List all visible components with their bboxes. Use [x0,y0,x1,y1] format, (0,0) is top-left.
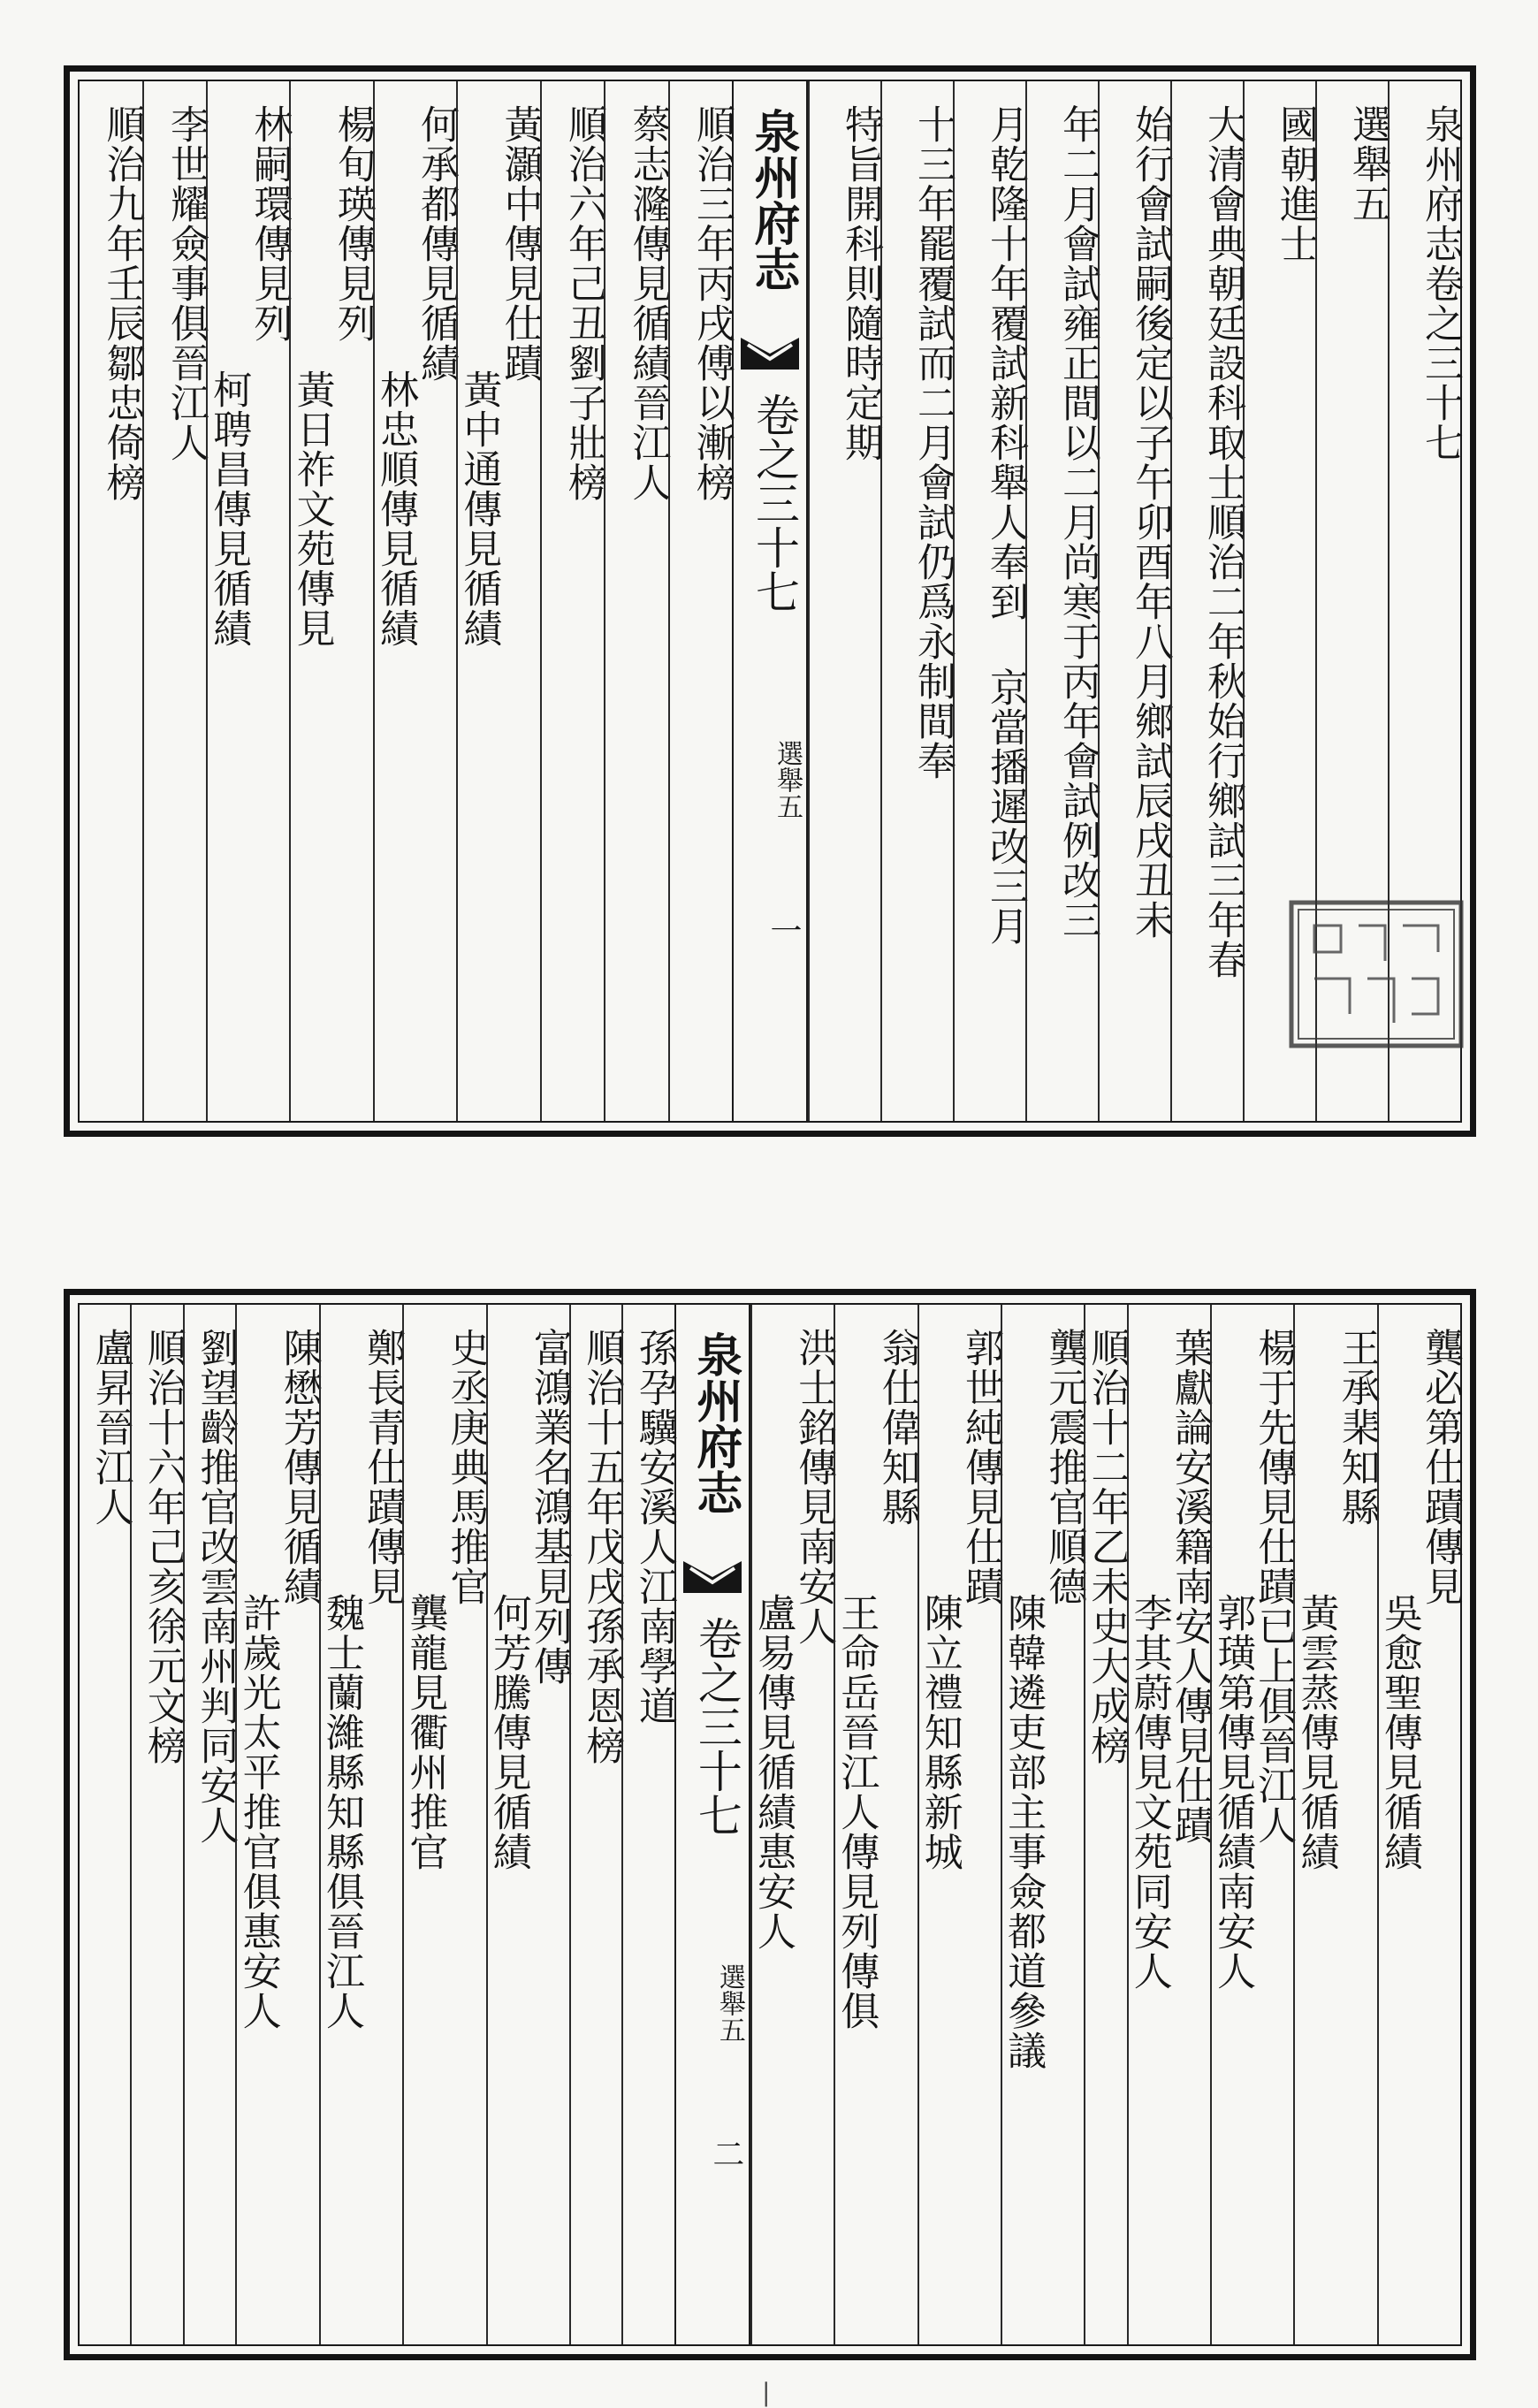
library-seal-icon [1288,899,1465,1049]
text-column: 盧昇晉江人 [88,1328,133,1527]
text-column: 蔡志漋傳見循績晉江人 [604,81,668,1121]
text-column: 順治十二年乙未史大成榜 [1084,1305,1126,2344]
text-column: 富鴻業名鴻基見列傳 何芳騰傳見循績 [486,1305,569,2344]
text-column: 孫孕驥安溪人江南學道 [621,1305,674,2344]
text-column: 月乾隆十年覆試新科舉人奉到 京當播遲改三月 [953,81,1025,1121]
text-column: 順治三年丙戌傅以漸榜 [668,81,733,1121]
bottom-left-half [80,1305,677,2344]
text-column: 王承棐知縣 黃雲蒸傳見循績 [1293,1305,1376,2344]
bottom-folio [64,1289,1476,2360]
text-column: 順治九年壬辰鄒忠倚榜 [99,104,145,502]
text-column: 大清會典朝廷設科取士順治二年秋始行鄉試三年春 [1170,81,1243,1121]
text-column: 始行會試嗣後定以子午卯酉年八月鄉試辰戌丑未 [1098,81,1170,1121]
footer-mark: | [762,2378,771,2407]
text-column: 郭世純傳見仕蹟 陳立禮知縣新城 [917,1305,1001,2344]
text-column: 楊旬瑛傳見列 黃日祚文苑傳見 [289,81,372,1121]
fishtail-mark-icon [739,334,801,373]
text-column: 鄭長青仕蹟傳見 魏士蘭濰縣知縣俱晉江人 [319,1305,402,2344]
top-folio [64,65,1476,1137]
text-column: 洪士銘傳見南安人 盧易傳見循績惠安人 [750,1305,834,2344]
text-column: 何承都傳見循績 林忠順傳見循績 [373,81,456,1121]
text-column: 葉獻論安溪籍南安人傳見仕蹟 李其蔚傳見文苑同安人 [1127,1305,1210,2344]
bottom-right-half [750,1305,1463,2344]
bottom-center-fold [674,1305,750,2344]
text-column: 國朝進士 [1243,81,1315,1121]
text-column: 劉望齡推官改雲南州判同安人 [183,1305,235,2344]
text-column: 順治十五年戊戌孫承恩榜 [569,1305,621,2344]
top-left-half [80,81,735,1121]
volume-label: 卷之三十七 [690,1616,742,1837]
text-column: 陳懋芳傳見循績 許歲光太平推官俱惠安人 [235,1305,318,2344]
text-column: 楊于先傳見仕蹟已上俱晉江人 郭璜第傳見循績南安人 [1210,1305,1293,2344]
bottom-frame [78,1303,1462,2346]
margin-title: 泉州府志 [688,1331,742,1515]
page-number: 二 [707,2137,744,2169]
text-column: 特旨開科則隨時定期 [808,81,880,1121]
text-column: 史丞庚典馬推官 龔龍見衢州推官 [402,1305,485,2344]
text-column: 龔必第仕蹟傳見 吳愈聖傳見循績 [1377,1305,1460,2344]
top-frame [78,80,1462,1123]
text-column: 龔元震推官順德 陳韓遴吏部主事僉都道參議 [1001,1305,1084,2344]
margin-title: 泉州府志 [746,108,800,292]
text-column: 泉州府志卷之三十七 [1388,81,1460,1121]
page-number: 一 [765,914,802,946]
text-column: 黃灝中傳見仕蹟 黃中通傳見循績 [456,81,539,1121]
fishtail-mark-icon [681,1558,743,1596]
volume-label: 卷之三十七 [749,392,800,613]
top-center-fold [732,81,808,1121]
text-column: 十三年罷覆試而二月會試仍爲永制間奉 [880,81,953,1121]
text-column: 順治十六年己亥徐元文榜 [130,1305,182,2344]
text-column: 李世耀僉事俱晉江人 [142,81,207,1121]
section-label: 選舉五 [713,1963,745,2043]
section-label: 選舉五 [772,740,803,819]
text-column: 翁仕偉知縣 王命岳晉江人傳見列傳俱 [834,1305,917,2344]
text-column: 林嗣環傳見列 柯聘昌傳見循績 [206,81,289,1121]
text-column: 選舉五 [1315,81,1388,1121]
text-column: 年二月會試雍正間以二月尚寒于丙年會試例改三 [1025,81,1098,1121]
text-column: 順治六年己丑劉子壯榜 [540,81,605,1121]
